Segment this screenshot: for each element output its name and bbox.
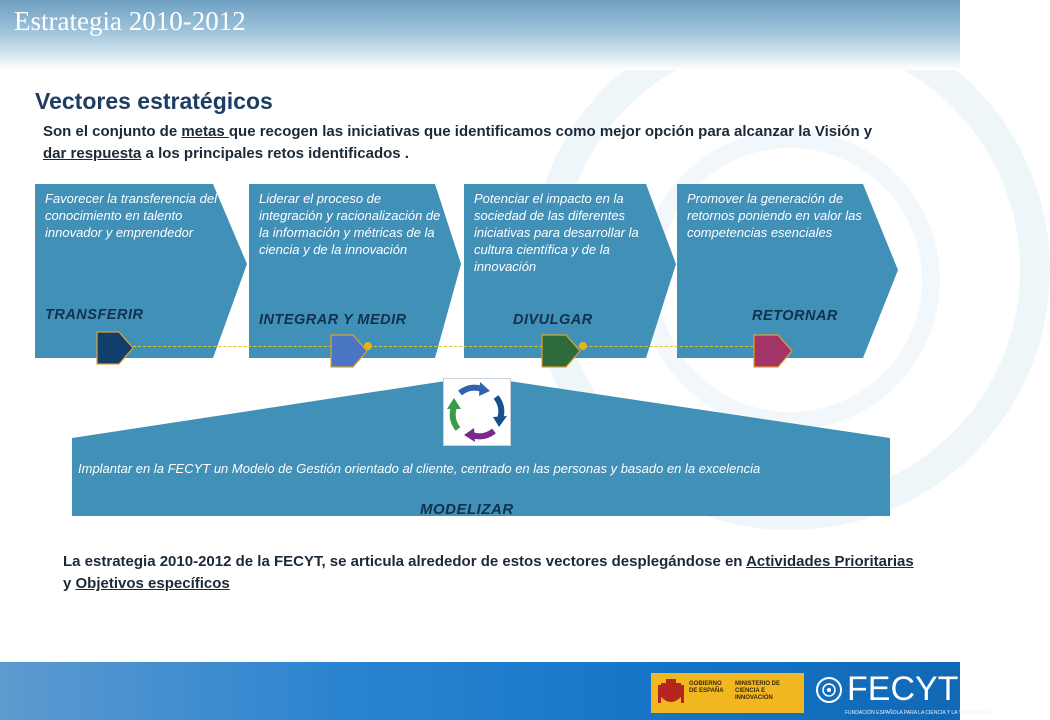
vector-verb-label: INTEGRAR Y MEDIR	[259, 312, 407, 328]
model-description: Implantar en la FECYT un Modelo de Gestión orientado al cliente, centrado en las personas y basado en la excelencia	[78, 461, 761, 476]
model-verb-label: MODELIZAR	[420, 501, 514, 518]
metas-link[interactable]: metas	[181, 123, 229, 140]
vector-description: Potenciar el impacto en la sociedad de las diferentes iniciativas para desarrollar la cultura científica y de la innovación	[474, 191, 639, 274]
page-title: Vectores estratégicos	[35, 88, 273, 114]
objetivos-especificos-link[interactable]: Objetivos específicos	[75, 575, 230, 592]
fecyt-emblem-icon	[815, 676, 843, 704]
gobierno-ministerio-logo	[651, 673, 804, 713]
fecyt-tagline: FUNDACIÓN ESPAÑOLA PARA LA CIENCIA Y LA TECNOLOGÍA	[845, 710, 992, 716]
cycle-arrows-icon	[444, 379, 510, 445]
coat-of-arms-icon	[657, 677, 685, 709]
marker-arrow-integrar-icon	[329, 333, 369, 373]
ministerio-label: MINISTERIO DE CIENCIA E INNOVACIÓN	[735, 681, 781, 701]
conclusion-text-1: La estrategia 2010-2012 de la FECYT, se articula alrededor de estos vectores desplegándose en	[63, 553, 747, 570]
marker-arrow-retornar-icon	[752, 333, 794, 373]
intro-paragraph	[43, 121, 883, 165]
vector-verb-label: RETORNAR	[752, 308, 838, 324]
gobierno-label: GOBIERNO DE ESPAÑA	[689, 681, 724, 694]
intro-text-3: a los principales retos identificados .	[141, 145, 409, 162]
intro-text-1: Son el conjunto de	[43, 123, 182, 140]
vector-transferir	[35, 184, 247, 358]
marker-arrow-transferir-icon	[95, 330, 135, 370]
intro-text-2: que recogen las iniciativas que identificamos como mejor opción para alcanzar la Visión y	[228, 123, 873, 140]
vector-verb-label: TRANSFERIR	[45, 307, 144, 323]
conclusion-text-2: y	[63, 575, 76, 592]
vector-description: Liderar el proceso de integración y racionalización de la información y métricas de la ciencia y de la innovación	[259, 191, 441, 257]
vector-divulgar	[464, 184, 676, 358]
vector-description: Promover la generación de retornos poniendo en valor las competencias esenciales	[687, 191, 862, 240]
vector-verb-label: DIVULGAR	[513, 312, 593, 328]
fecyt-wordmark: FECYT	[847, 670, 959, 708]
vector-integrar-y-medir	[249, 184, 461, 358]
slide-header-title: Estrategia 2010-2012	[14, 6, 246, 36]
dar-respuesta-link[interactable]: dar respuesta	[43, 145, 142, 162]
cycle-arrows-box	[443, 378, 511, 446]
vector-description: Favorecer la transferencia del conocimiento en talento innovador y emprendedor	[45, 191, 217, 240]
actividades-prioritarias-link[interactable]: Actividades Prioritarias	[746, 553, 914, 570]
vector-connector-line	[118, 346, 758, 347]
fecyt-logo	[815, 670, 992, 718]
marker-arrow-divulgar-icon	[540, 333, 582, 373]
conclusion-paragraph	[63, 551, 923, 595]
vector-retornar	[677, 184, 898, 358]
